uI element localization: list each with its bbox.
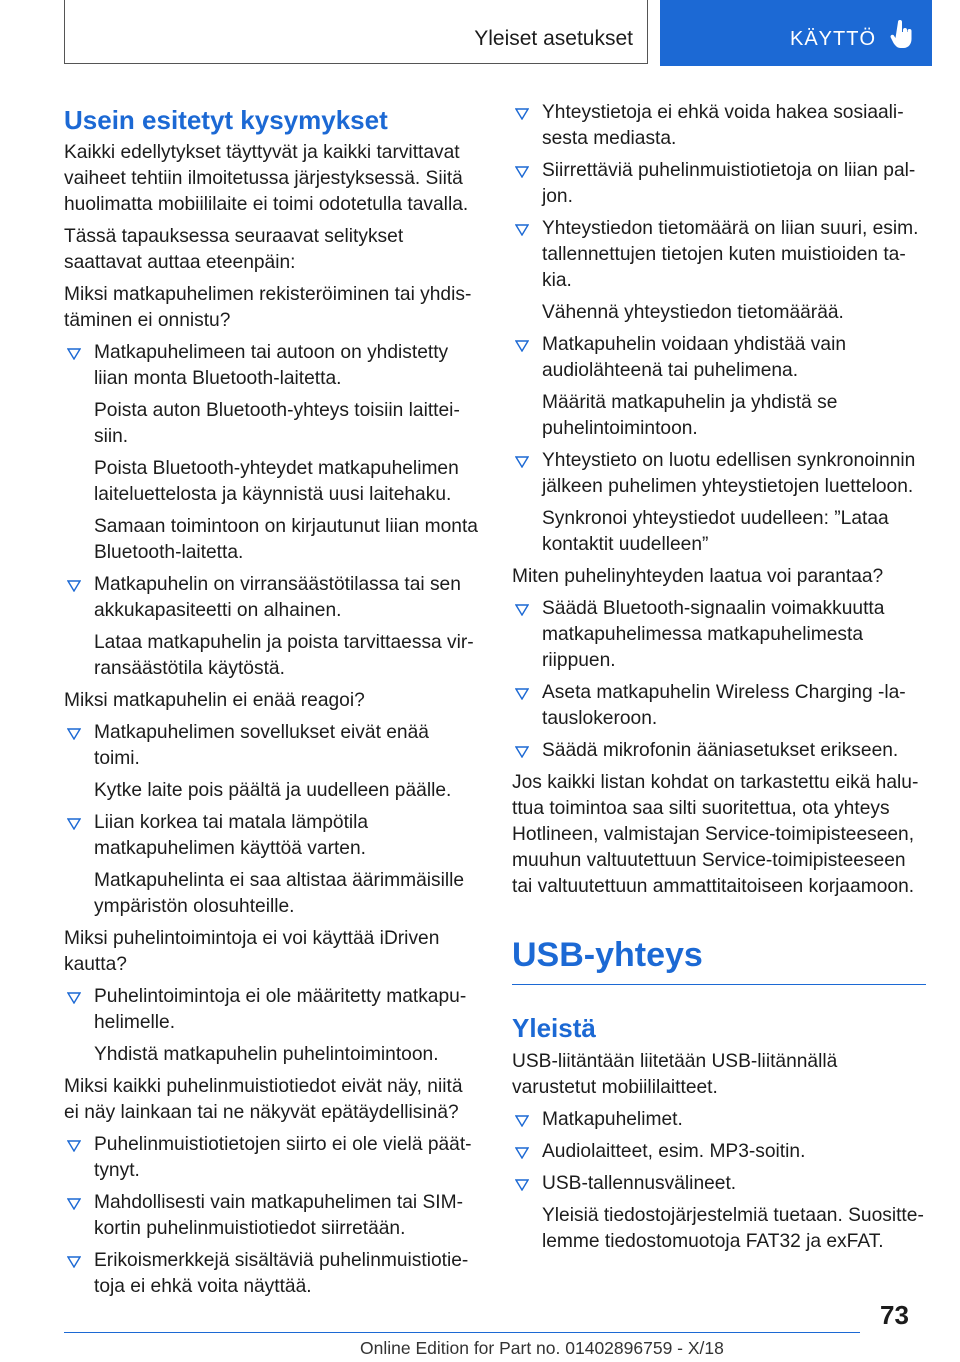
triangle-bullet-icon [515, 340, 529, 352]
triangle-bullet-icon [67, 992, 81, 1004]
list-item-note: Määritä matkapuhelin ja yhdistä se puhelintoimintoon. [542, 392, 838, 439]
list-item: Matkapuhelin voidaan yhdistää vain audiolähteenä tai puhelimena. [512, 332, 926, 384]
list-item: Yhteystiedon tietomäärä on liian suuri, esim. tallennettujen tietojen kuten muistioiden takia. [512, 216, 926, 294]
list-item: Matkapuhelimet. [512, 1107, 926, 1133]
list-item: Matkapuhelin on virransäästötilassa tai sen akkukapasiteetti on alhainen. [64, 572, 478, 624]
triangle-bullet-icon [515, 166, 529, 178]
triangle-bullet-icon [67, 1198, 81, 1210]
triangle-bullet-icon [515, 1115, 529, 1127]
page-number: 73 [880, 1300, 909, 1330]
triangle-bullet-icon [515, 108, 529, 120]
triangle-bullet-icon [515, 1147, 529, 1159]
question: Miksi matkapuhelimen rekisteröiminen tai yhdistäminen ei onnistu? [64, 284, 472, 331]
list-item-note: Kytke laite pois päältä ja uudelleen päälle. [94, 780, 452, 801]
chapter-tab [660, 0, 932, 66]
triangle-bullet-icon [515, 746, 529, 758]
closing-text: Jos kaikki listan kohdat on tarkastettu eikä haluttua toimintoa saa silti suoritettua, ota yhteys Hotlineen, valmistajan Service-toimipisteeseen, muuhun valtuutettuun Service-toimipisteeseen tai valtuutettuun ammattitaitoiseen korjaamoon. [512, 772, 919, 897]
left-column [64, 100, 478, 1306]
triangle-bullet-icon [67, 728, 81, 740]
question: Miten puhelinyhteyden laatua voi parantaa? [512, 566, 884, 587]
triangle-bullet-icon [515, 456, 529, 468]
list-item: Puhelinmuistiotietojen siirto ei ole vielä päättynyt. [64, 1132, 478, 1184]
list-item-note: Yhdistä matkapuhelin puhelintoimintoon. [94, 1044, 439, 1065]
triangle-bullet-icon [67, 580, 81, 592]
list-item: Mahdollisesti vain matkapuhelimen tai SIM-kortin puhelinmuistiotiedot siirretään. [64, 1190, 478, 1242]
triangle-bullet-icon [515, 1179, 529, 1191]
list-item: Yhteystieto on luotu edellisen synkronoinnin jälkeen puhelimen yhteystietojen luetteloon. [512, 448, 926, 500]
list-item: Säädä Bluetooth-signaalin voimakkuutta matkapuhelimessa matkapuhelimesta riippuen. [512, 596, 926, 674]
question: Miksi kaikki puhelinmuistiotiedot eivät näy, niitä ei näy lainkaan tai ne näkyvät epätäydellisinä? [64, 1076, 463, 1123]
triangle-bullet-icon [67, 818, 81, 830]
list-item: USB-tallennusvälineet. [512, 1171, 926, 1197]
usb-intro-text: USB-liitäntään liitetään USB-liitännällä varustetut mobiililaitteet. [512, 1051, 838, 1098]
list-item: Puhelintoimintoja ei ole määritetty matkapuhelimelle. [64, 984, 478, 1036]
question: Miksi matkapuhelin ei enää reagoi? [64, 690, 365, 711]
list-item-note: Vähennä yhteystiedon tietomäärää. [542, 302, 844, 323]
list-item: Yhteystietoja ei ehkä voida hakea sosiaalisesta mediasta. [512, 100, 926, 152]
list-item: Siirrettäviä puhelinmuistiotietoja on liian paljon. [512, 158, 926, 210]
section-title: Yleiset asetukset [474, 27, 633, 50]
list-item: Erikoismerkkejä sisältäviä puhelinmuistiotietoja ei ehkä voita näyttää. [64, 1248, 478, 1300]
list-item-note: Matkapuhelinta ei saa altistaa äärimmäisille ympäristön olosuhteille. [94, 870, 465, 917]
list-item-note: Lataa matkapuhelin ja poista tarvittaessa virransäästötila käytöstä. [94, 632, 474, 679]
list-item-note: Poista Bluetooth-yhteydet matkapuhelimen laiteluettelosta ja käynnistä uusi laitehaku. [94, 458, 459, 505]
list-item: Aseta matkapuhelin Wireless Charging -latauslokeroon. [512, 680, 926, 732]
list-item: Säädä mikrofonin ääniasetukset erikseen. [512, 738, 926, 764]
hand-pointer-icon [890, 20, 914, 50]
triangle-bullet-icon [515, 604, 529, 616]
chapter-title: KÄYTTÖ [790, 28, 877, 50]
footer-edition: Online Edition for Part no. 01402896759 - X/18 [360, 1338, 724, 1358]
footer-divider [64, 1332, 860, 1333]
list-item-note: Synkronoi yhteystiedot uudelleen: ”Lataa kontaktit uudelleen” [542, 508, 889, 555]
list-item-note: Poista auton Bluetooth-yhteys toisiin laitteisiin. [94, 400, 460, 447]
list-item-note: Samaan toimintoon on kirjautunut liian monta Bluetooth-laitetta. [94, 516, 478, 563]
triangle-bullet-icon [67, 1140, 81, 1152]
list-item: Liian korkea tai matala lämpötila matkapuhelimen käyttöä varten. [64, 810, 478, 862]
section-tab [64, 0, 648, 64]
intro-text: Tässä tapauksessa seuraavat selitykset saattavat auttaa eteenpäin: [64, 226, 404, 273]
general-subtitle: Yleistä [512, 1013, 596, 1043]
list-item: Audiolaitteet, esim. MP3-soitin. [512, 1139, 926, 1165]
usb-section-title: USB-yhteys [512, 932, 926, 985]
question: Miksi puhelintoimintoja ei voi käyttää iDriven kautta? [64, 928, 440, 975]
list-item-note: Yleisiä tiedostojärjestelmiä tuetaan. Suosittelemme tiedostomuotoja FAT32 ja exFAT. [542, 1205, 924, 1252]
list-item: Matkapuhelimeen tai autoon on yhdistetty liian monta Bluetooth-laitetta. [64, 340, 478, 392]
triangle-bullet-icon [515, 224, 529, 236]
intro-text: Kaikki edellytykset täyttyvät ja kaikki tarvittavat vaiheet tehtiin ilmoitetussa järjestyksessä. Siitä huolimatta mobiililaite ei toimi odotetulla tavalla. [64, 142, 469, 215]
triangle-bullet-icon [67, 1256, 81, 1268]
triangle-bullet-icon [515, 688, 529, 700]
triangle-bullet-icon [67, 348, 81, 360]
list-item: Matkapuhelimen sovellukset eivät enää toimi. [64, 720, 478, 772]
page-header [64, 0, 932, 66]
faq-title: Usein esitetyt kysymykset [64, 105, 388, 135]
right-column [512, 100, 926, 1261]
